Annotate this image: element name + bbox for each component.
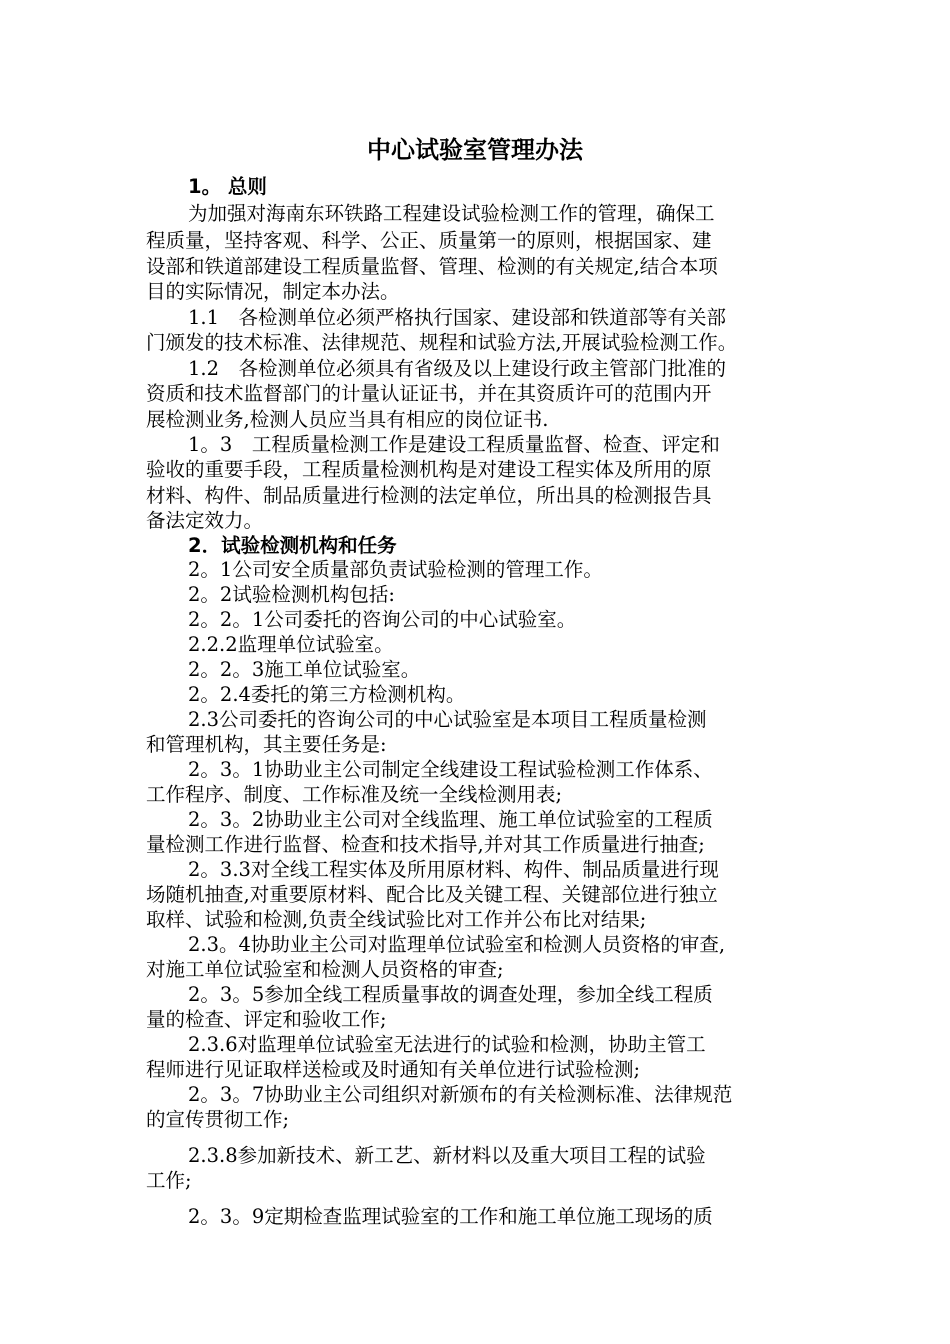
paragraph-line: 2。3。7协助业主公司组织对新颁布的有关检测标准、法律规范 xyxy=(188,1083,733,1106)
paragraph-line: 2.3.8参加新技术、新工艺、新材料以及重大项目工程的试验 xyxy=(188,1144,706,1167)
paragraph-line: 验收的重要手段，工程质量检测机构是对建设工程实体及所用的原 xyxy=(146,458,712,481)
paragraph-line: 为加强对海南东环铁路工程建设试验检测工作的管理，确保工 xyxy=(188,202,715,225)
paragraph-line: 程师进行见证取样送检或及时通知有关单位进行试验检测; xyxy=(146,1058,641,1081)
paragraph-line: 2。2。1公司委托的咨询公司的中心试验室。 xyxy=(188,608,577,631)
paragraph-line: 2。3。5参加全线工程质量事故的调查处理，参加全线工程质 xyxy=(188,983,713,1006)
paragraph-line: 1。3 工程质量检测工作是建设工程质量监督、检查、评定和 xyxy=(188,433,720,456)
paragraph-line: 2.2.2监理单位试验室。 xyxy=(188,633,394,656)
paragraph-line: 2。3。2协助业主公司对全线监理、施工单位试验室的工程质 xyxy=(188,808,713,831)
paragraph-line: 2。3。1协助业主公司制定全线建设工程试验检测工作体系、 xyxy=(188,758,713,781)
paragraph-line: 2。2试验检测机构包括: xyxy=(188,583,395,606)
paragraph-line: 量检测工作进行监督、检查和技术指导,并对其工作质量进行抽查; xyxy=(146,833,705,856)
paragraph-line: 对施工单位试验室和检测人员资格的审查; xyxy=(146,958,504,981)
paragraph-line: 场随机抽查,对重要原材料、配合比及关键工程、关键部位进行独立 xyxy=(146,883,718,906)
paragraph-line: 展检测业务,检测人员应当具有相应的岗位证书. xyxy=(146,408,549,431)
paragraph-line: 资质和技术监督部门的计量认证证书，并在其资质许可的范围内开 xyxy=(146,382,712,405)
paragraph-line: 量的检查、评定和验收工作; xyxy=(146,1008,387,1031)
paragraph-line: 设部和铁道部建设工程质量监督、管理、检测的有关规定,结合本项 xyxy=(146,255,718,278)
paragraph-line: 2。3.3对全线工程实体及所用原材料、构件、制品质量进行现 xyxy=(188,858,719,881)
paragraph-line: 工作; xyxy=(146,1169,192,1192)
document-title: 中心试验室管理办法 xyxy=(367,136,583,164)
paragraph-line: 2.3.6对监理单位试验室无法进行的试验和检测，协助主管工 xyxy=(188,1033,706,1056)
paragraph-line: 1.2 各检测单位必须具有省级及以上建设行政主管部门批准的 xyxy=(188,357,727,380)
paragraph-line: 2.3。4协助业主公司对监理单位试验室和检测人员资格的审查, xyxy=(188,933,726,956)
section-heading: 2．试验检测机构和任务 xyxy=(188,534,397,557)
paragraph-line: 取样、试验和检测,负责全线试验比对工作并公布比对结果; xyxy=(146,908,647,931)
paragraph-line: 目的实际情况，制定本办法。 xyxy=(146,280,400,303)
paragraph-line: 门颁发的技术标准、法律规范、规程和试验方法,开展试验检测工作。 xyxy=(146,331,738,354)
paragraph-line: 和管理机构，其主要任务是: xyxy=(146,733,387,756)
section-heading: 1。 总则 xyxy=(188,175,267,198)
paragraph-line: 2。1公司安全质量部负责试验检测的管理工作。 xyxy=(188,558,603,581)
paragraph-line: 材料、构件、制品质量进行检测的法定单位，所出具的检测报告具 xyxy=(146,484,712,507)
paragraph-line: 程质量，坚持客观、科学、公正、质量第一的原则，根据国家、建 xyxy=(146,229,712,252)
paragraph-line: 备法定效力。 xyxy=(146,509,264,532)
paragraph-line: 2。2。3施工单位试验室。 xyxy=(188,658,421,681)
paragraph-line: 2。3。9定期检查监理试验室的工作和施工单位施工现场的质 xyxy=(188,1205,713,1228)
paragraph-line: 2。2.4委托的第三方检测机构。 xyxy=(188,683,466,706)
paragraph-line: 的宣传贯彻工作; xyxy=(146,1108,290,1131)
paragraph-line: 工作程序、制度、工作标准及统一全线检测用表; xyxy=(146,783,563,806)
paragraph-line: 2.3公司委托的咨询公司的中心试验室是本项目工程质量检测 xyxy=(188,708,707,731)
paragraph-line: 1.1 各检测单位必须严格执行国家、建设部和铁道部等有关部 xyxy=(188,306,727,329)
